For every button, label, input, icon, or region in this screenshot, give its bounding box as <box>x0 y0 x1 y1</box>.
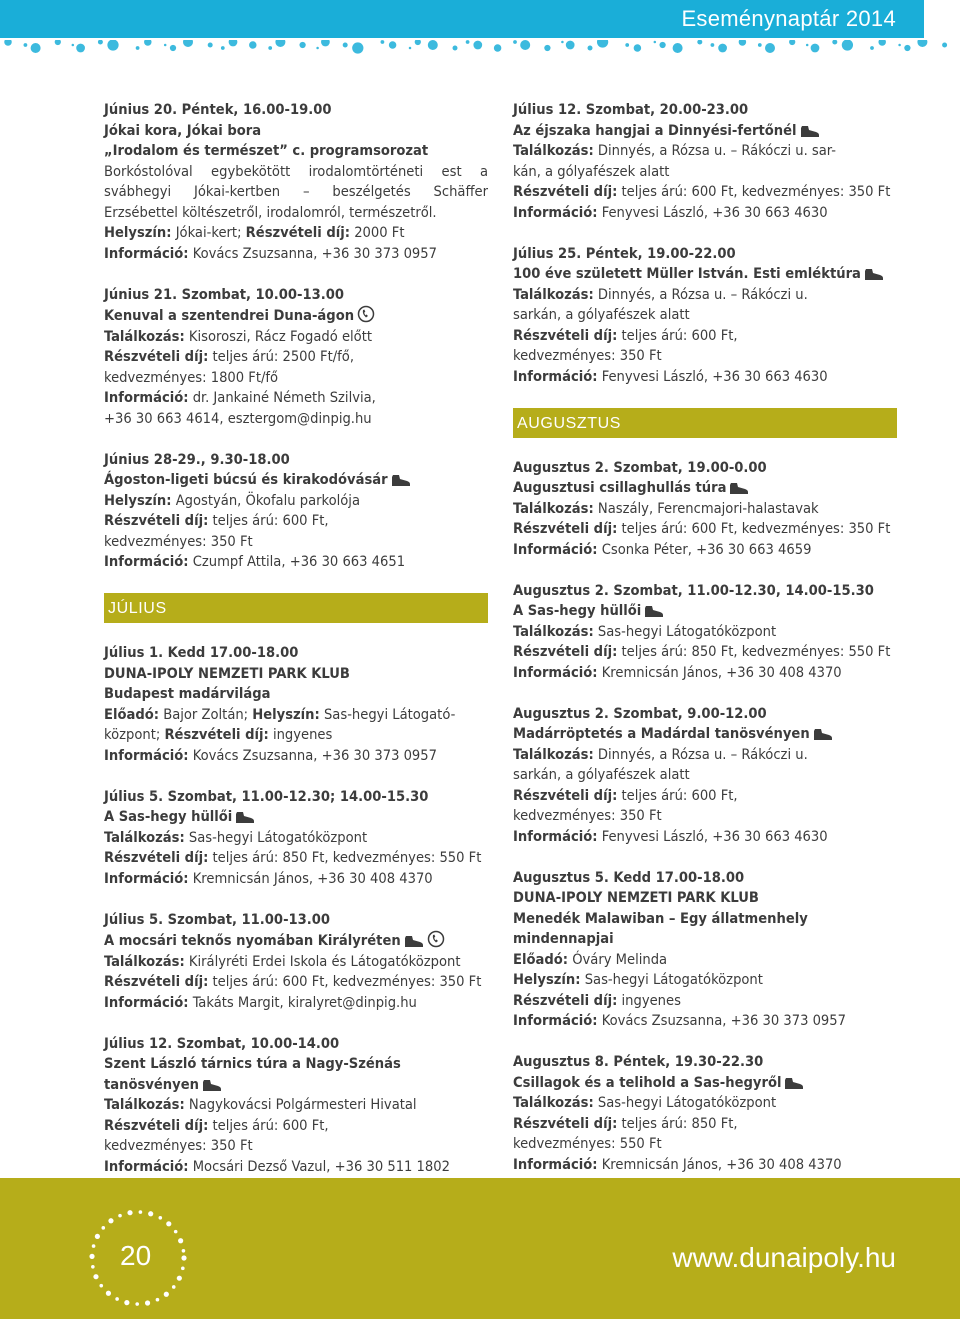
detail-label: Információ: <box>104 1157 189 1175</box>
event-detail-line <box>513 141 897 162</box>
detail-value: Királyréti Erdei Iskola és Látogatóközpont <box>188 952 461 970</box>
event-date: Augusztus 8. Péntek, 19.30-22.30 <box>513 1053 764 1070</box>
event-title-text: Csillagok és a telihold a Sas-hegyről <box>513 1073 782 1091</box>
detail-value: Sas-hegyi Látogatóközpont <box>597 1094 777 1111</box>
event-detail-line <box>104 725 488 746</box>
detail-label: Részvételi díj: <box>513 326 618 344</box>
detail-label: Részvételi díj: <box>104 849 209 866</box>
footer <box>0 1178 960 1319</box>
detail-value: ingyenes <box>272 726 333 743</box>
event-detail-line <box>513 1155 897 1176</box>
event-detail-line <box>513 499 897 520</box>
detail-label: Részvételi díj: <box>513 1114 618 1132</box>
event-title-text: Menedék Malawiban – Egy állatmenhely <box>513 909 808 927</box>
detail-label: Előadó: <box>104 705 160 723</box>
event-detail-line <box>104 869 488 890</box>
detail-value: kedvezményes: 350 Ft <box>104 532 253 550</box>
detail-value: teljes árú: 850 Ft, kedvezményes: 550 Ft <box>212 849 482 866</box>
event-entry <box>513 704 897 848</box>
event-title <box>104 305 488 327</box>
detail-label: Találkozás: <box>513 142 594 159</box>
event-detail-line <box>513 765 897 786</box>
detail-value: 2000 Ft <box>354 224 405 241</box>
hiking-boot-icon <box>800 125 820 138</box>
detail-label: Információ: <box>513 540 598 558</box>
event-detail-line <box>513 326 897 347</box>
detail-label: Információ: <box>104 553 189 570</box>
event-title <box>513 264 897 285</box>
event-entry <box>104 100 488 264</box>
detail-value: ingyenes <box>621 991 681 1009</box>
event-title-text: Kenuval a szentendrei Duna-ágon <box>104 307 355 324</box>
event-detail-line <box>513 1134 897 1155</box>
header-cap <box>924 0 960 38</box>
event-date: Június 21. Szombat, 10.00-13.00 <box>104 285 345 303</box>
detail-label: Információ: <box>513 663 598 681</box>
right-column <box>513 100 897 1196</box>
event-detail-line <box>513 162 897 183</box>
event-title <box>104 470 488 491</box>
detail-value: Fenyvesi László, +36 30 663 4630 <box>601 827 828 845</box>
event-detail-line <box>513 1114 897 1135</box>
event-detail-line <box>104 388 488 409</box>
event-title-text: tanösvényen <box>104 1075 199 1093</box>
detail-value: Fenyvesi László, +36 30 663 4630 <box>601 203 828 221</box>
detail-value: Fenyvesi László, +36 30 663 4630 <box>601 367 828 385</box>
event-detail-line <box>513 970 897 991</box>
event-detail-line <box>104 1095 488 1116</box>
event-date: Július 5. Szombat, 11.00-13.00 <box>104 910 331 928</box>
detail-value: teljes árú: 850 Ft, kedvezményes: 550 Ft <box>621 643 891 660</box>
event-date: Augusztus 5. Kedd 17.00-18.00 <box>513 868 745 886</box>
detail-label: Információ: <box>104 869 189 887</box>
detail-label: Információ: <box>513 1155 598 1173</box>
detail-value: sarkán, a gólyafészek alatt <box>513 766 690 783</box>
detail-label: Találkozás: <box>513 1094 594 1111</box>
detail-label: Információ: <box>513 367 598 385</box>
hiking-boot-icon <box>644 605 664 618</box>
event-title <box>513 1073 897 1094</box>
event-title <box>104 684 488 705</box>
detail-value: dr. Jankainé Németh Szilvia, <box>192 389 376 406</box>
detail-value: Dinnyés, a Rózsa u. – Rákóczi u. <box>597 285 808 303</box>
detail-label: Találkozás: <box>104 327 185 345</box>
event-detail-line <box>513 745 897 766</box>
event-title-text: Ágoston-ligeti búcsú és kirakodóvásár <box>104 471 388 488</box>
event-detail-line <box>104 705 488 726</box>
detail-value: teljes árú: 600 Ft, kedvezményes: 350 Ft <box>621 520 891 537</box>
event-title <box>513 929 897 950</box>
event-title <box>513 121 897 142</box>
event-title <box>104 121 488 142</box>
detail-label: Találkozás: <box>513 745 594 763</box>
detail-value: teljes árú: 850 Ft, <box>621 1114 738 1132</box>
detail-value: Kremnicsán János, +36 30 408 4370 <box>601 663 842 681</box>
hiking-boot-icon <box>784 1077 804 1090</box>
event-entry <box>513 244 897 388</box>
detail-value: Kovács Zsuzsanna, +36 30 373 0957 <box>192 746 437 764</box>
hiking-boot-icon <box>864 268 884 281</box>
event-title <box>104 930 488 952</box>
event-title <box>513 724 897 745</box>
detail-value: Bajor Zoltán; <box>163 705 253 723</box>
detail-value: teljes árú: 600 Ft, kedvezményes: 350 Ft <box>621 183 891 200</box>
event-detail-line <box>104 532 488 553</box>
detail-value: kedvezményes: 350 Ft <box>104 1137 253 1154</box>
event-detail-line <box>513 786 897 807</box>
event-entry <box>104 643 488 766</box>
event-title-text: Szent László tárnics túra a Nagy-Szénás <box>104 1055 401 1072</box>
detail-value: Kremnicsán János, +36 30 408 4370 <box>601 1155 842 1173</box>
event-date: Július 12. Szombat, 20.00-23.00 <box>513 101 749 118</box>
event-detail-line <box>104 848 488 869</box>
event-detail-line <box>513 1011 897 1032</box>
event-detail-line <box>513 540 897 561</box>
hiking-boot-icon <box>404 935 424 948</box>
detail-value: Sas-hegyi Látogatóközpont <box>584 971 763 988</box>
detail-value: Sas-hegyi Látogatóközpont <box>188 828 368 846</box>
detail-value: kedvezményes: 1800 Ft/fő <box>104 368 279 386</box>
decorative-bubble-row <box>0 40 960 62</box>
event-detail-line <box>104 223 488 244</box>
detail-label: Találkozás: <box>513 499 594 517</box>
event-description: Borkóstolóval egybekötött irodalomtörténeti est a svábhegyi Jókai-kertben – beszélgetés Schäffer Erzsébettel költészetről, irodalomról, természetről. <box>104 162 488 221</box>
event-date: Augusztus 2. Szombat, 19.00-0.00 <box>513 458 767 476</box>
event-detail-line <box>104 1136 488 1157</box>
detail-value: Jókai-kert; <box>175 224 246 241</box>
event-date: Július 12. Szombat, 10.00-14.00 <box>104 1034 340 1052</box>
page-number: 20 <box>120 1240 152 1271</box>
event-detail-line <box>513 203 897 224</box>
event-date: Június 20. Péntek, 16.00-19.00 <box>104 101 332 118</box>
event-title <box>104 1054 488 1075</box>
event-detail-line <box>513 663 897 684</box>
event-entry <box>104 1034 488 1178</box>
event-title <box>104 807 488 828</box>
event-entry <box>513 1052 897 1175</box>
event-detail-line <box>513 346 897 367</box>
month-section-header: JÚLIUS <box>104 593 488 623</box>
event-title-text: Madárröptetés a Madárdal tanösvényen <box>513 725 810 742</box>
event-detail-line <box>513 519 897 540</box>
detail-value: Naszály, Ferencmajori-halastavak <box>597 499 819 517</box>
event-detail-line <box>104 511 488 532</box>
detail-label: Részvételi díj: <box>104 973 209 990</box>
event-entry <box>104 787 488 890</box>
event-title <box>104 141 488 162</box>
event-detail-line <box>513 1093 897 1114</box>
event-entry <box>513 458 897 561</box>
phone-icon <box>357 305 375 323</box>
event-title <box>513 601 897 622</box>
detail-label: Helyszín: <box>104 224 172 241</box>
event-title <box>104 664 488 685</box>
event-detail-line <box>104 409 488 430</box>
detail-label: Találkozás: <box>513 285 594 303</box>
event-detail-line <box>104 746 488 767</box>
detail-value: központ; <box>104 726 165 743</box>
event-title-text: Augusztusi csillaghullás túra <box>513 479 727 496</box>
detail-label: Információ: <box>513 1012 598 1029</box>
detail-value: kedvezményes: 350 Ft <box>513 347 662 364</box>
page-title: Eseménynaptár 2014 <box>681 6 896 31</box>
detail-value: kedvezményes: 550 Ft <box>513 1135 662 1152</box>
detail-label: Részvételi díj: <box>164 726 269 743</box>
detail-value: Mocsári Dezső Vazul, +36 30 511 1802 <box>192 1157 450 1175</box>
event-detail-line <box>104 244 488 265</box>
event-date: Augusztus 2. Szombat, 11.00-12.30, 14.00-15.30 <box>513 581 874 599</box>
event-title-text: Budapest madárvilága <box>104 685 271 702</box>
detail-value: sarkán, a gólyafészek alatt <box>513 306 690 323</box>
event-title-text: A Sas-hegy hüllői <box>104 808 233 825</box>
event-detail-line <box>513 806 897 827</box>
detail-label: Információ: <box>513 203 598 221</box>
detail-value: kán, a gólyafészek alatt <box>513 162 670 180</box>
event-detail-line <box>513 827 897 848</box>
detail-value: Dinnyés, a Rózsa u. – Rákóczi u. sar- <box>597 142 837 159</box>
event-detail-line <box>513 991 897 1012</box>
website-link[interactable]: www.dunaipoly.hu <box>672 1242 896 1273</box>
hiking-boot-icon <box>202 1079 222 1092</box>
detail-value: Sas-hegyi Látogatóközpont <box>597 622 777 640</box>
event-title-text: A mocsári teknős nyomában Királyréten <box>104 932 401 949</box>
detail-value: teljes árú: 600 Ft, <box>621 786 738 804</box>
event-title-text: Az éjszaka hangjai a Dinnyési-fertőnél <box>513 121 797 139</box>
event-detail-line <box>104 952 488 973</box>
detail-label: Információ: <box>104 389 189 406</box>
detail-value: Czumpf Attila, +36 30 663 4651 <box>192 553 406 570</box>
event-title-text: 100 éve született Müller István. Esti emléktúra <box>513 265 861 282</box>
detail-value: Dinnyés, a Rózsa u. – Rákóczi u. <box>597 745 808 763</box>
detail-value: Agostyán, Ökofalu parkolója <box>175 491 361 509</box>
event-date: Július 5. Szombat, 11.00-12.30; 14.00-15.30 <box>104 787 429 805</box>
detail-label: Részvételi díj: <box>513 643 618 660</box>
event-entry <box>104 450 488 573</box>
detail-value: Csonka Péter, +36 30 663 4659 <box>601 540 812 558</box>
detail-value: teljes árú: 600 Ft, kedvezményes: 350 Ft <box>212 973 482 990</box>
event-title-text: DUNA-IPOLY NEMZETI PARK KLUB <box>513 889 759 906</box>
event-detail-line <box>513 642 897 663</box>
detail-value: Sas-hegyi Látogató- <box>323 705 456 723</box>
detail-value: Kovács Zsuzsanna, +36 30 373 0957 <box>192 244 437 262</box>
event-title <box>513 909 897 930</box>
event-entry <box>513 868 897 1032</box>
event-detail-line <box>104 552 488 573</box>
detail-value: teljes árú: 2500 Ft/fő, <box>212 348 354 365</box>
detail-label: Helyszín: <box>104 491 172 509</box>
event-date: Augusztus 2. Szombat, 9.00-12.00 <box>513 704 767 722</box>
detail-value: Óváry Melinda <box>572 950 668 968</box>
detail-label: Részvételi díj: <box>104 512 209 529</box>
detail-label: Helyszín: <box>252 705 320 723</box>
event-detail-line <box>513 285 897 306</box>
detail-label: Információ: <box>104 746 189 764</box>
detail-value: teljes árú: 600 Ft, <box>212 512 329 529</box>
event-detail-line <box>513 182 897 203</box>
event-detail-line <box>104 1116 488 1137</box>
detail-value: teljes árú: 600 Ft, <box>621 326 738 344</box>
detail-value: teljes árú: 600 Ft, <box>212 1116 329 1134</box>
event-detail-line <box>104 993 488 1014</box>
detail-value: Kovács Zsuzsanna, +36 30 373 0957 <box>601 1012 846 1029</box>
detail-label: Találkozás: <box>513 622 594 640</box>
month-section-header: AUGUSZTUS <box>513 408 897 438</box>
detail-label: Információ: <box>104 993 189 1011</box>
event-title <box>513 478 897 499</box>
event-detail-line <box>513 367 897 388</box>
event-detail-line <box>104 368 488 389</box>
detail-label: Találkozás: <box>104 1096 185 1113</box>
detail-value: Kisoroszi, Rácz Fogadó előtt <box>188 327 372 345</box>
detail-label: Részvételi díj: <box>104 348 209 365</box>
detail-value: +36 30 663 4614, esztergom@dinpig.hu <box>104 409 372 427</box>
event-title-text: mindennapjai <box>513 930 614 947</box>
event-detail-line <box>513 305 897 326</box>
event-detail-line <box>104 347 488 368</box>
event-title <box>104 1075 488 1096</box>
hiking-boot-icon <box>391 474 411 487</box>
event-detail-line <box>104 327 488 348</box>
detail-label: Részvételi díj: <box>513 183 618 200</box>
phone-icon <box>427 930 445 948</box>
event-detail-line <box>104 1157 488 1178</box>
detail-label: Részvételi díj: <box>513 786 618 804</box>
detail-label: Találkozás: <box>104 828 185 846</box>
detail-label: Információ: <box>513 827 598 845</box>
detail-label: Részvételi díj: <box>513 520 618 537</box>
event-detail-line <box>513 950 897 971</box>
event-title-text: A Sas-hegy hüllői <box>513 602 642 619</box>
detail-value: Takáts Margit, kiralyret@dinpig.hu <box>192 993 417 1011</box>
header-bar <box>0 0 960 38</box>
event-title-text: DUNA-IPOLY NEMZETI PARK KLUB <box>104 664 350 682</box>
left-column <box>104 100 488 1198</box>
event-date: Július 1. Kedd 17.00-18.00 <box>104 644 299 661</box>
event-detail-line <box>104 972 488 993</box>
hiking-boot-icon <box>813 728 833 741</box>
event-title <box>513 888 897 909</box>
detail-value: Nagykovácsi Polgármesteri Hivatal <box>188 1096 417 1113</box>
hiking-boot-icon <box>729 482 749 495</box>
event-entry <box>513 100 897 223</box>
event-entry <box>104 910 488 1014</box>
event-entry <box>104 285 488 430</box>
event-date: Június 28-29., 9.30-18.00 <box>104 450 290 468</box>
event-detail-line <box>104 491 488 512</box>
detail-value: Kremnicsán János, +36 30 408 4370 <box>192 869 433 887</box>
detail-label: Információ: <box>104 244 189 262</box>
detail-label: Részvételi díj: <box>513 991 618 1009</box>
detail-label: Helyszín: <box>513 971 581 988</box>
event-entry <box>513 581 897 684</box>
hiking-boot-icon <box>235 811 255 824</box>
event-detail-line <box>104 828 488 849</box>
event-title-text: „Irodalom és természet” c. programsorozat <box>104 142 429 159</box>
event-detail-line <box>513 622 897 643</box>
detail-label: Találkozás: <box>104 952 185 970</box>
detail-label: Részvételi díj: <box>245 224 351 241</box>
detail-label: Részvételi díj: <box>104 1116 209 1134</box>
detail-label: Előadó: <box>513 950 569 968</box>
event-title-text: Jókai kora, Jókai bora <box>104 121 262 139</box>
event-date: Július 25. Péntek, 19.00-22.00 <box>513 244 736 262</box>
detail-value: kedvezményes: 350 Ft <box>513 807 662 824</box>
